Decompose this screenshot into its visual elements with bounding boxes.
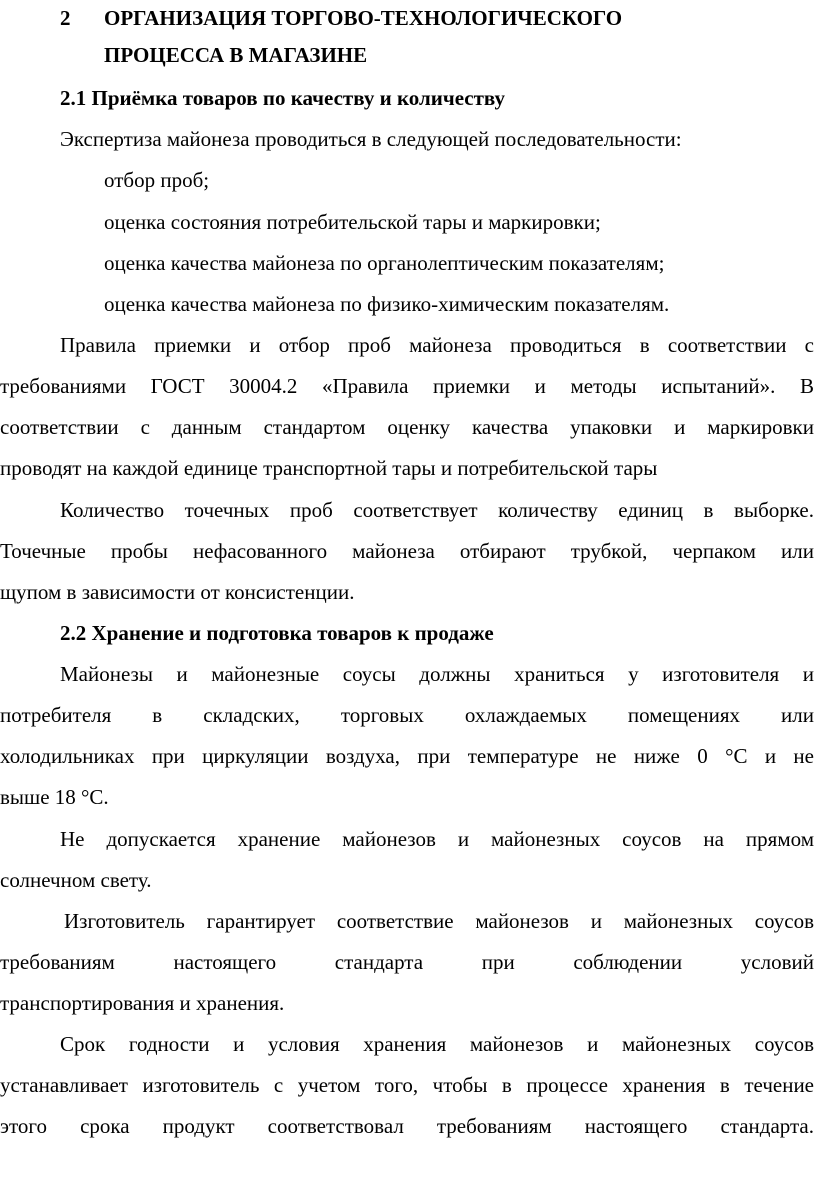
list-item: оценка качества майонеза по физико-химическим показателям.: [104, 292, 670, 316]
paragraph-line: транспортирования и хранения.: [0, 991, 285, 1015]
section-2-1-intro: Экспертиза майонеза проводиться в следующей последовательности:: [60, 127, 682, 151]
section-2-1-heading: 2.1 Приёмка товаров по качеству и количеству: [60, 86, 506, 110]
paragraph-line: Майонезы и майонезные соусы должны храниться у изготовителя и: [60, 662, 814, 686]
paragraph-line: Правила приемки и отбор проб майонеза проводиться в соответствии с: [60, 333, 814, 357]
paragraph-line: щупом в зависимости от консистенции.: [0, 580, 355, 604]
paragraph-line: требованиями ГОСТ 30004.2 «Правила приемки и методы испытаний». В: [0, 374, 814, 398]
paragraph-line: Изготовитель гарантирует соответствие майонезов и майонезных соусов: [64, 909, 814, 933]
paragraph-line: выше 18 °С.: [0, 785, 109, 809]
paragraph-line: Точечные пробы нефасованного майонеза отбирают трубкой, черпаком или: [0, 539, 814, 563]
paragraph-line: требованиям настоящего стандарта при соблюдении условий: [0, 950, 814, 974]
paragraph-line: соответствии с данным стандартом оценку качества упаковки и маркировки: [0, 415, 814, 439]
paragraph-line: устанавливает изготовитель с учетом того, чтобы в процессе хранения в течение: [0, 1073, 814, 1097]
paragraph-line: холодильниках при циркуляции воздуха, при температуре не ниже 0 °С и не: [0, 744, 814, 768]
chapter-number: 2: [60, 6, 71, 30]
list-item: оценка качества майонеза по органолептическим показателям;: [104, 251, 665, 275]
chapter-title-line-1: ОРГАНИЗАЦИЯ ТОРГОВО-ТЕХНОЛОГИЧЕСКОГО: [104, 6, 623, 30]
chapter-title-line-2: ПРОЦЕССА В МАГАЗИНЕ: [104, 43, 368, 67]
paragraph-line: Количество точечных проб соответствует количеству единиц в выборке.: [60, 498, 814, 522]
paragraph-line: солнечном свету.: [0, 868, 152, 892]
paragraph-line: Срок годности и условия хранения майонезов и майонезных соусов: [60, 1032, 814, 1056]
list-item: отбор проб;: [104, 168, 210, 192]
section-2-2-heading: 2.2 Хранение и подготовка товаров к продаже: [60, 621, 494, 645]
paragraph-line: потребителя в складских, торговых охлаждаемых помещениях или: [0, 703, 814, 727]
list-item: оценка состояния потребительской тары и маркировки;: [104, 210, 601, 234]
paragraph-line: проводят на каждой единице транспортной тары и потребительской тары: [0, 456, 658, 480]
paragraph-line: Не допускается хранение майонезов и майонезных соусов на прямом: [60, 827, 814, 851]
paragraph-line: этого срока продукт соответствовал требованиям настоящего стандарта.: [0, 1114, 814, 1138]
